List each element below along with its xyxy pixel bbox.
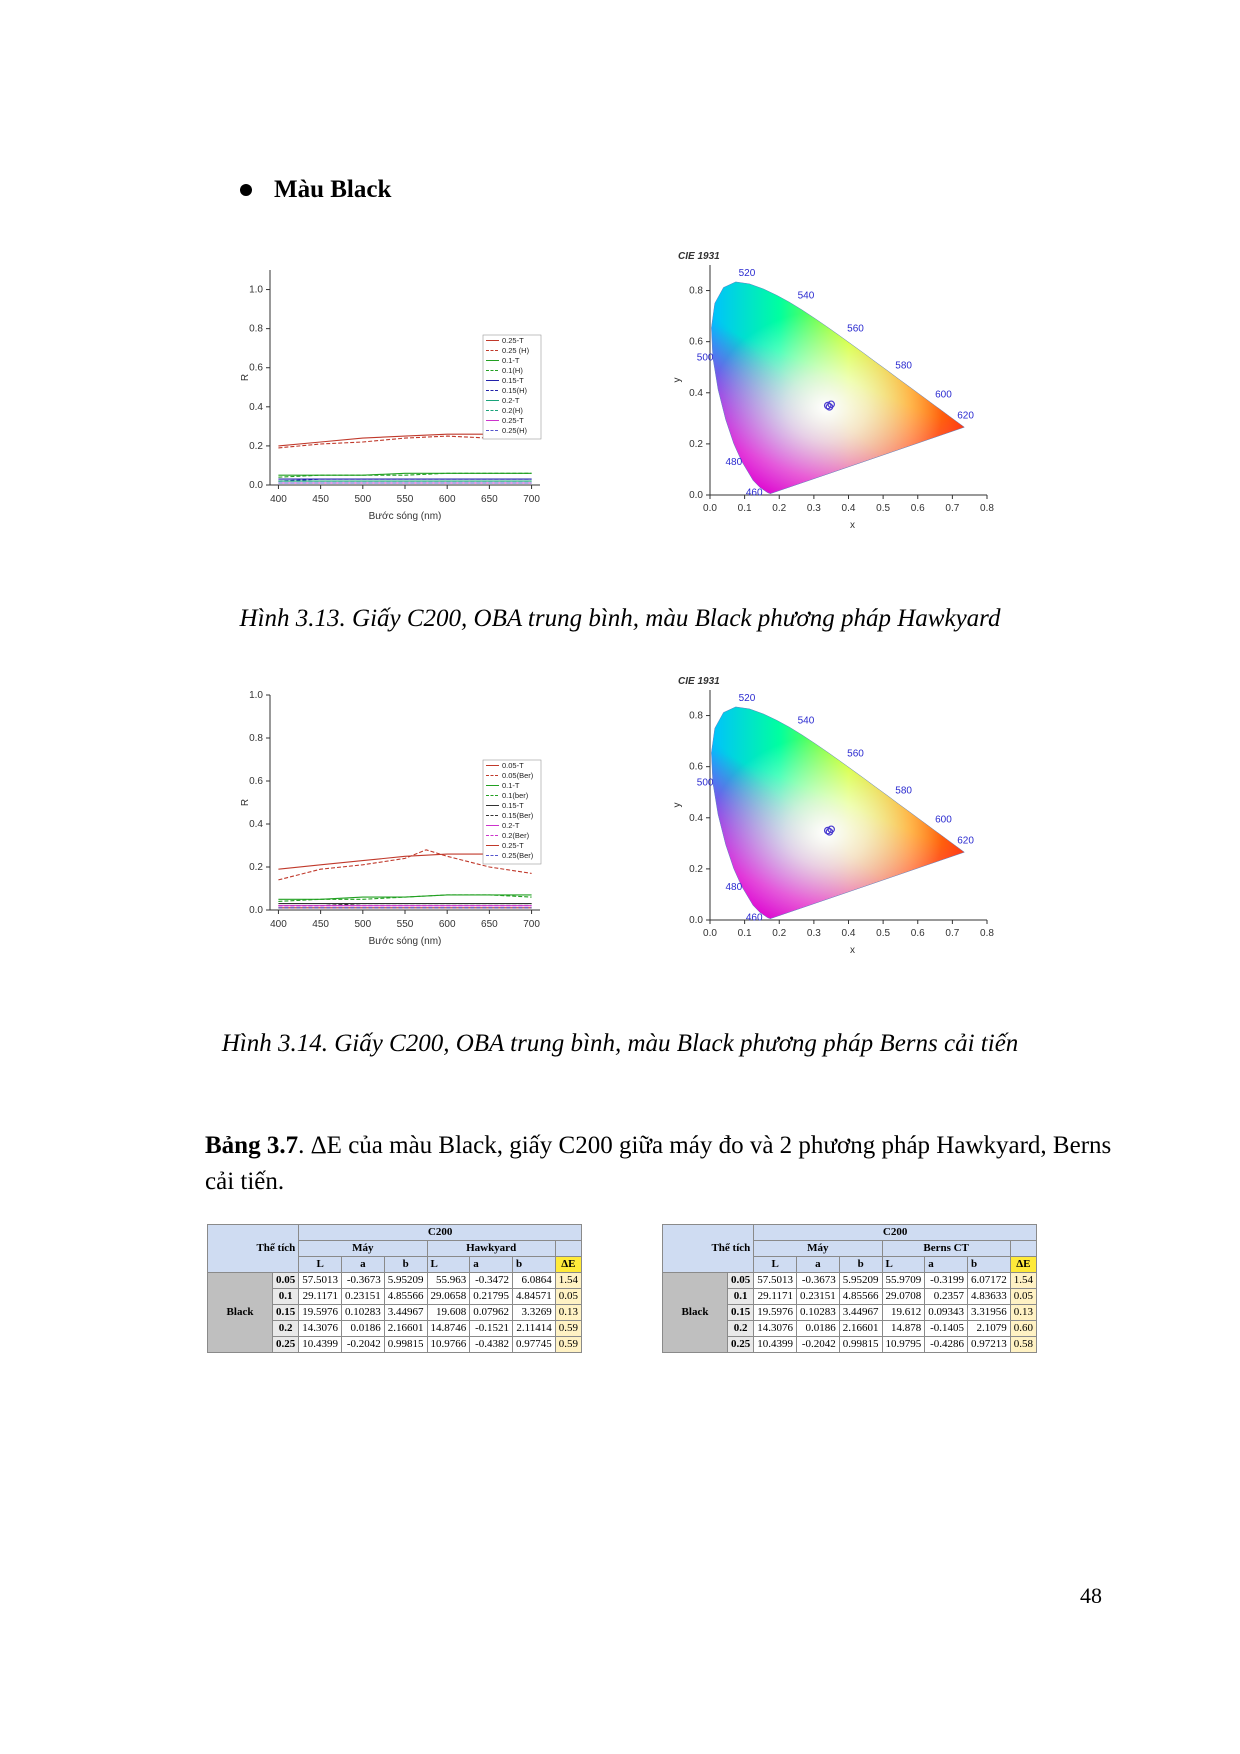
page-number: 48: [1080, 1583, 1102, 1608]
x-tick-label: 500: [354, 494, 372, 505]
x-tick-label: 600: [438, 919, 456, 930]
y-axis-label: R: [240, 798, 251, 807]
column-header: L: [754, 1257, 797, 1273]
y-tick-label: 0.4: [249, 401, 263, 413]
legend-label: 0.25-T: [502, 336, 524, 345]
data-table-berns: [662, 1224, 1037, 1353]
legend-label: 0.15-T: [502, 376, 524, 385]
value-cell: 2.11414: [513, 1321, 556, 1337]
value-cell: -0.4382: [470, 1337, 513, 1353]
x-tick-label: 400: [270, 494, 287, 505]
value-cell: 10.9766: [427, 1337, 470, 1353]
wavelength-label: 600: [935, 389, 952, 401]
legend-label: 0.25(H): [502, 426, 528, 435]
delta-e-cell: 0.05: [555, 1289, 581, 1305]
value-cell: 0.23151: [342, 1289, 385, 1305]
y-tick-label: 0.8: [689, 710, 703, 722]
x-tick-label: 0.5: [876, 503, 891, 514]
header-method: Hawkyard: [427, 1241, 555, 1257]
chart-title: CIE 1931: [678, 676, 720, 687]
column-header: L: [427, 1257, 470, 1273]
spectral-chart-berns: [240, 685, 600, 985]
legend-label: 0.25-T: [502, 841, 524, 850]
y-tick-label: 0.0: [689, 490, 703, 501]
y-tick-label: 0.6: [689, 336, 703, 348]
wavelength-label: 480: [725, 882, 743, 894]
y-tick-label: 0.0: [249, 480, 263, 491]
legend-label: 0.1-T: [502, 356, 520, 365]
column-header: a: [342, 1257, 385, 1273]
value-cell: -0.2042: [342, 1337, 385, 1353]
y-axis-label: y: [672, 377, 683, 383]
wavelength-label: 620: [957, 835, 974, 847]
column-header: b: [513, 1257, 556, 1273]
value-cell: 57.5013: [754, 1273, 797, 1289]
wavelength-label: 580: [895, 785, 912, 797]
table-row: [663, 1273, 1037, 1289]
value-cell: 0.23151: [797, 1289, 840, 1305]
value-cell: 29.1171: [754, 1289, 797, 1305]
delta-e-cell: 0.58: [1010, 1337, 1036, 1353]
legend-label: 0.2(Ber): [502, 831, 530, 840]
x-tick-label: 600: [438, 494, 456, 505]
legend-label: 0.2-T: [502, 396, 520, 405]
value-cell: -0.1521: [470, 1321, 513, 1337]
value-cell: 2.1079: [968, 1321, 1011, 1337]
series-line: [278, 473, 531, 477]
x-axis-label: Bước sóng (nm): [368, 936, 442, 947]
x-axis-label: x: [850, 520, 855, 531]
wavelength-label: 540: [797, 290, 815, 302]
section-heading-text: Màu Black: [274, 176, 392, 203]
column-header: L: [299, 1257, 342, 1273]
value-cell: 5.95209: [384, 1273, 427, 1289]
value-cell: 2.16601: [839, 1321, 882, 1337]
volume-cell: 0.25: [728, 1337, 754, 1353]
column-header: a: [797, 1257, 840, 1273]
value-cell: 4.84571: [513, 1289, 556, 1305]
value-cell: 29.0658: [427, 1289, 470, 1305]
y-tick-label: 0.4: [249, 819, 263, 830]
legend-label: 0.25(Ber): [502, 851, 534, 860]
volume-cell: 0.1: [728, 1289, 754, 1305]
legend-label: 0.15(Ber): [502, 811, 534, 820]
x-tick-label: 400: [270, 919, 287, 930]
delta-e-cell: 0.59: [555, 1321, 581, 1337]
value-cell: 19.5976: [754, 1305, 797, 1321]
delta-e-cell: 1.54: [1010, 1273, 1036, 1289]
legend-label: 0.2-T: [502, 821, 520, 830]
wavelength-label: 580: [895, 360, 912, 372]
x-tick-label: 0.0: [703, 503, 717, 514]
value-cell: 0.0186: [797, 1321, 840, 1337]
delta-e-cell: 0.60: [1010, 1321, 1036, 1337]
x-tick-label: 650: [481, 919, 498, 930]
y-tick-label: 1.0: [249, 690, 263, 701]
value-cell: 4.85566: [384, 1289, 427, 1305]
value-cell: 6.0864: [513, 1273, 556, 1289]
value-cell: 0.07962: [470, 1305, 513, 1321]
header-device: Máy: [299, 1241, 427, 1257]
legend-label: 0.1(ber): [502, 791, 529, 800]
legend-label: 0.2(H): [502, 406, 523, 415]
value-cell: -0.3472: [470, 1273, 513, 1289]
value-cell: 5.95209: [839, 1273, 882, 1289]
value-cell: 3.31956: [968, 1305, 1011, 1321]
y-tick-label: 0.2: [689, 438, 703, 450]
y-tick-label: 0.6: [249, 776, 263, 787]
value-cell: 14.878: [882, 1321, 925, 1337]
header-blank: [1010, 1241, 1036, 1257]
figure-caption-3-14: Hình 3.14. Giấy C200, OBA trung bình, màu Black phương pháp Berns cải tiến: [221, 1030, 1019, 1057]
volume-cell: 0.15: [273, 1305, 299, 1321]
table-row: [208, 1273, 582, 1289]
wavelength-label: 620: [957, 410, 974, 422]
x-tick-label: 0.1: [737, 928, 752, 939]
volume-cell: 0.2: [273, 1321, 299, 1337]
value-cell: 19.612: [882, 1305, 925, 1321]
wavelength-label: 500: [696, 777, 714, 789]
y-tick-label: 0.4: [689, 387, 703, 399]
header-volume: Thể tích: [663, 1225, 754, 1273]
x-tick-label: 0.8: [980, 503, 994, 514]
column-header: b: [839, 1257, 882, 1273]
volume-cell: 0.15: [728, 1305, 754, 1321]
legend-label: 0.25 (H): [502, 346, 530, 355]
column-header: L: [882, 1257, 925, 1273]
value-cell: 19.608: [427, 1305, 470, 1321]
x-tick-label: 0.2: [772, 928, 787, 939]
legend-label: 0.15(H): [502, 386, 528, 395]
column-header: b: [384, 1257, 427, 1273]
column-header: ΔE: [1010, 1257, 1036, 1273]
value-cell: 19.5976: [299, 1305, 342, 1321]
value-cell: 0.99815: [384, 1337, 427, 1353]
value-cell: 29.0708: [882, 1289, 925, 1305]
volume-cell: 0.05: [273, 1273, 299, 1289]
value-cell: 0.99815: [839, 1337, 882, 1353]
value-cell: 0.09343: [925, 1305, 968, 1321]
value-cell: 0.0186: [342, 1321, 385, 1337]
y-tick-label: 0.8: [249, 733, 263, 744]
wavelength-label: 560: [847, 748, 864, 760]
value-cell: 57.5013: [299, 1273, 342, 1289]
y-axis-label: R: [240, 373, 251, 382]
wavelength-label: 520: [738, 267, 756, 279]
x-axis-label: x: [850, 945, 855, 956]
value-cell: 14.8746: [427, 1321, 470, 1337]
delta-e-cell: 1.54: [555, 1273, 581, 1289]
value-cell: 3.44967: [839, 1305, 882, 1321]
legend-label: 0.05(Ber): [502, 771, 534, 780]
bullet-icon: [240, 184, 252, 196]
y-tick-label: 0.0: [249, 905, 263, 916]
column-header: a: [470, 1257, 513, 1273]
legend-label: 0.05-T: [502, 761, 524, 770]
header-device: Máy: [754, 1241, 882, 1257]
wavelength-label: 520: [738, 692, 756, 704]
value-cell: 3.3269: [513, 1305, 556, 1321]
value-cell: 55.9709: [882, 1273, 925, 1289]
header-blank: [555, 1241, 581, 1257]
table-caption: [205, 1128, 1125, 1200]
y-tick-label: 0.6: [689, 761, 703, 773]
x-tick-label: 0.4: [841, 503, 856, 514]
x-tick-label: 0.8: [980, 928, 994, 939]
y-tick-label: 0.2: [249, 862, 263, 873]
value-cell: 14.3076: [754, 1321, 797, 1337]
section-heading: [240, 176, 391, 204]
x-tick-label: 550: [396, 919, 414, 930]
column-header: ΔE: [555, 1257, 581, 1273]
x-tick-label: 0.2: [772, 503, 787, 514]
value-cell: 0.21795: [470, 1289, 513, 1305]
x-tick-label: 450: [312, 494, 329, 505]
value-cell: -0.1405: [925, 1321, 968, 1337]
column-header: b: [968, 1257, 1011, 1273]
value-cell: 0.2357: [925, 1289, 968, 1305]
column-header: a: [925, 1257, 968, 1273]
y-tick-label: 0.8: [689, 285, 703, 297]
value-cell: -0.3673: [797, 1273, 840, 1289]
x-tick-label: 0.6: [910, 928, 925, 939]
value-cell: 14.3076: [299, 1321, 342, 1337]
table-caption-text: . ΔE của màu Black, giấy C200 giữa máy đo và 2 phương pháp Hawkyard, Berns cải tiến.: [205, 1132, 1112, 1195]
delta-e-cell: 0.59: [555, 1337, 581, 1353]
value-cell: 29.1171: [299, 1289, 342, 1305]
wavelength-label: 460: [745, 912, 763, 924]
wavelength-label: 540: [797, 715, 815, 727]
wavelength-label: 500: [696, 352, 714, 364]
value-cell: 55.963: [427, 1273, 470, 1289]
y-tick-label: 0.6: [249, 362, 263, 374]
legend-label: 0.1(H): [502, 366, 523, 375]
delta-e-table: [662, 1224, 1037, 1353]
header-method: Berns CT: [882, 1241, 1010, 1257]
y-tick-label: 0.8: [249, 323, 263, 335]
figure-caption-3-13: Hình 3.13. Giấy C200, OBA trung bình, màu Black phương pháp Hawkyard: [239, 605, 1001, 632]
header-volume: Thể tích: [208, 1225, 299, 1273]
gamut-fill: [710, 690, 987, 920]
legend-label: 0.15-T: [502, 801, 524, 810]
x-tick-label: 0.3: [806, 503, 821, 514]
cie-chart-hawkyard: [672, 245, 1080, 560]
volume-cell: 0.2: [728, 1321, 754, 1337]
wavelength-label: 560: [847, 323, 864, 335]
table-caption-label: Bảng 3.7: [205, 1132, 299, 1159]
gamut-fill: [710, 265, 987, 495]
group-label: Black: [208, 1273, 273, 1353]
value-cell: -0.2042: [797, 1337, 840, 1353]
value-cell: 4.85566: [839, 1289, 882, 1305]
value-cell: 3.44967: [384, 1305, 427, 1321]
header-main: C200: [754, 1225, 1037, 1241]
chart-title: CIE 1931: [678, 251, 720, 262]
value-cell: 10.4399: [299, 1337, 342, 1353]
value-cell: -0.3199: [925, 1273, 968, 1289]
volume-cell: 0.05: [728, 1273, 754, 1289]
wavelength-label: 600: [935, 814, 952, 826]
x-tick-label: 650: [481, 494, 498, 505]
x-tick-label: 450: [312, 919, 329, 930]
group-label: Black: [663, 1273, 728, 1353]
x-tick-label: 550: [396, 494, 414, 505]
x-tick-label: 0.6: [910, 503, 925, 514]
wavelength-label: 480: [725, 457, 743, 469]
delta-e-cell: 0.13: [555, 1305, 581, 1321]
value-cell: 10.4399: [754, 1337, 797, 1353]
x-tick-label: 0.7: [945, 928, 960, 939]
x-tick-label: 0.7: [945, 503, 960, 514]
y-tick-label: 0.2: [689, 863, 703, 875]
x-tick-label: 0.5: [876, 928, 891, 939]
y-tick-label: 0.0: [689, 915, 703, 926]
value-cell: 0.10283: [797, 1305, 840, 1321]
x-axis-label: Bước sóng (nm): [368, 511, 442, 522]
x-tick-label: 0.0: [703, 928, 717, 939]
delta-e-table: [207, 1224, 582, 1353]
x-tick-label: 0.4: [841, 928, 856, 939]
value-cell: 4.83633: [968, 1289, 1011, 1305]
value-cell: 0.97213: [968, 1337, 1011, 1353]
series-line: [278, 895, 531, 902]
value-cell: -0.4286: [925, 1337, 968, 1353]
x-tick-label: 0.1: [737, 503, 752, 514]
y-tick-label: 0.4: [689, 812, 703, 824]
value-cell: 6.07172: [968, 1273, 1011, 1289]
data-table-hawkyard: [207, 1224, 582, 1353]
value-cell: 2.16601: [384, 1321, 427, 1337]
value-cell: 0.10283: [342, 1305, 385, 1321]
y-tick-label: 0.2: [249, 440, 263, 452]
y-axis-label: y: [672, 802, 683, 808]
x-tick-label: 700: [523, 919, 540, 930]
volume-cell: 0.1: [273, 1289, 299, 1305]
delta-e-cell: 0.05: [1010, 1289, 1036, 1305]
y-tick-label: 1.0: [249, 284, 263, 296]
delta-e-cell: 0.13: [1010, 1305, 1036, 1321]
value-cell: 10.9795: [882, 1337, 925, 1353]
value-cell: 0.97745: [513, 1337, 556, 1353]
x-tick-label: 0.3: [806, 928, 821, 939]
spectral-chart-hawkyard: [240, 260, 600, 560]
wavelength-label: 460: [745, 487, 763, 499]
header-main: C200: [299, 1225, 582, 1241]
cie-chart-berns: [672, 670, 1080, 985]
legend-label: 0.25-T: [502, 416, 524, 425]
x-tick-label: 700: [523, 494, 540, 505]
volume-cell: 0.25: [273, 1337, 299, 1353]
x-tick-label: 500: [354, 919, 372, 930]
value-cell: -0.3673: [342, 1273, 385, 1289]
legend-label: 0.1-T: [502, 781, 520, 790]
